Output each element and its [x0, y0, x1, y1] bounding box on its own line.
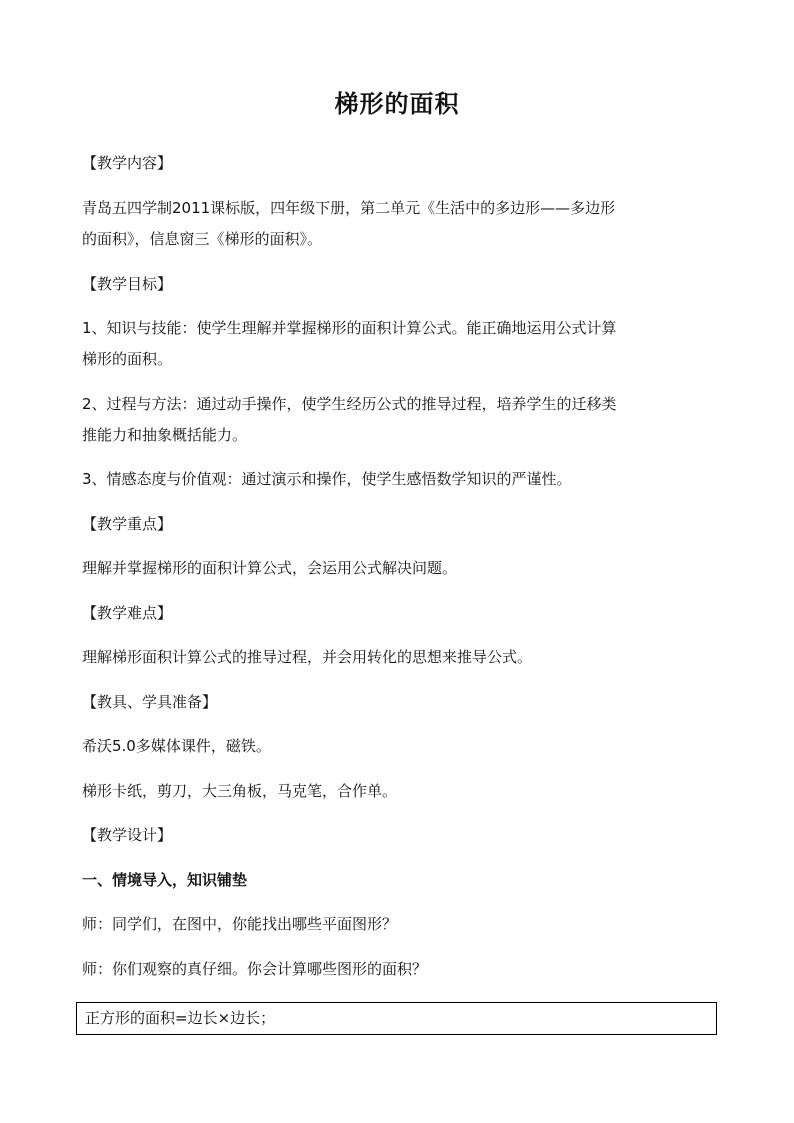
- goal-1-line-2: 梯形的面积。: [82, 350, 173, 368]
- document-title: 梯形的面积: [334, 90, 460, 118]
- key-heading: 【教学重点】: [82, 515, 173, 533]
- tools-line-2: 梯形卡纸，剪刀，大三角板，马克笔，合作单。: [82, 782, 398, 800]
- formula-square-area: 正方形的面积=边长×边长；: [85, 1009, 276, 1027]
- goal-2-line-1: 2、过程与方法：通过动手操作，使学生经历公式的推导过程，培养学生的迁移类: [82, 395, 617, 413]
- tools-line-1: 希沃5.0多媒体课件，磁铁。: [82, 737, 271, 755]
- formula-table-cell: [76, 1002, 717, 1035]
- goal-2-line-2: 推能力和抽象概括能力。: [82, 426, 248, 444]
- goal-1-line-1: 1、知识与技能：使学生理解并掌握梯形的面积计算公式。能正确地运用公式计算: [82, 319, 617, 337]
- difficulty-text: 理解梯形面积计算公式的推导过程，并会用转化的思想来推导公式。: [82, 648, 533, 666]
- difficulty-heading: 【教学难点】: [82, 604, 173, 622]
- dialogue-1: 师：同学们，在图中，你能找出哪些平面图形？: [82, 915, 398, 933]
- content-line-2: 的面积》，信息窗三《梯形的面积》。: [82, 230, 323, 248]
- content-heading: 【教学内容】: [82, 154, 173, 172]
- content-line-1: 青岛五四学制2011课标版，四年级下册，第二单元《生活中的多边形——多边形: [82, 199, 616, 217]
- goals-heading: 【教学目标】: [82, 275, 173, 293]
- section-1-heading: 一、情境导入，知识铺垫: [82, 871, 248, 889]
- key-text: 理解并掌握梯形的面积计算公式，会运用公式解决问题。: [82, 559, 458, 577]
- tools-heading: 【教具、学具准备】: [82, 693, 218, 711]
- goal-3-line-1: 3、情感态度与价值观：通过演示和操作，使学生感悟数学知识的严谨性。: [82, 470, 572, 488]
- design-heading: 【教学设计】: [82, 826, 173, 844]
- dialogue-2: 师：你们观察的真仔细。你会计算哪些图形的面积？: [82, 960, 428, 978]
